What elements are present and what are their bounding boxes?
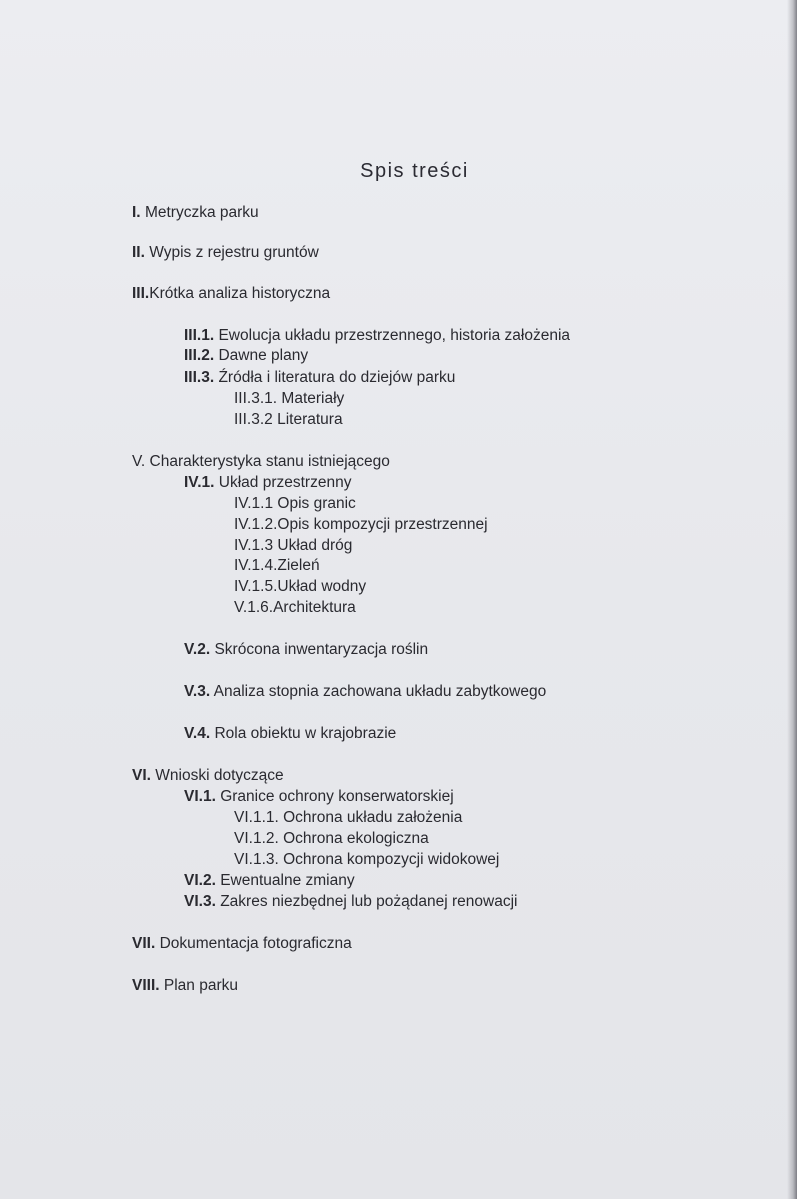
toc-entry-number: V.4. [184, 725, 211, 742]
toc-entry-number: IV.1.2. [234, 516, 278, 533]
toc-entry-text: Źródła i literatura do dziejów parku [218, 369, 456, 386]
toc-entry-text: Krótka analiza historyczna [149, 285, 331, 302]
toc-entry-number: VI.2. [184, 872, 216, 889]
toc-entry [234, 598, 356, 618]
toc-entry [234, 556, 320, 576]
toc-entry [184, 473, 351, 493]
toc-entry [132, 243, 319, 263]
toc-entry-number: V.1.6. [234, 599, 274, 616]
toc-entry [184, 892, 517, 912]
toc-entry-number: I. [132, 204, 141, 221]
toc-entry-number: VII. [132, 935, 156, 952]
toc-entry-text: Dawne plany [218, 347, 309, 364]
toc-entry-number: V.2. [184, 641, 211, 658]
toc-entry-text: Analiza stopnia zachowana układu zabytkowego [213, 683, 547, 700]
toc-entry-text: Opis granic [277, 495, 356, 512]
toc-entry-number: III.3. [184, 369, 215, 386]
toc-entry-number: VI.3. [184, 893, 216, 910]
toc-entry-text: Metryczka parku [144, 204, 259, 221]
toc-entry-number: III.1. [184, 327, 215, 344]
toc-entry-text: Charakterystyka stanu istniejącego [149, 453, 390, 470]
toc-entry [132, 766, 284, 786]
toc-entry-number: VI.1. [184, 788, 216, 805]
toc-entry-text: Wypis z rejestru gruntów [149, 244, 319, 261]
toc-entry-text: Ochrona ekologiczna [283, 830, 429, 847]
toc-entry [234, 410, 343, 430]
toc-entry-number: III.3.2 [234, 411, 273, 428]
toc-entry-text: Plan parku [163, 977, 238, 994]
toc-entry [184, 640, 428, 660]
toc-entry-number: VI.1.3. [234, 851, 279, 868]
toc-entry-text: Ewentualne zmiany [220, 872, 355, 889]
toc-entry-number: IV.1.3 [234, 537, 274, 554]
toc-entry-text: Ewolucja układu przestrzennego, historia założenia [218, 327, 571, 344]
toc-entry-text: Literatura [277, 411, 343, 428]
toc-entry-text: Ochrona układu założenia [283, 809, 463, 826]
toc-entry [234, 389, 344, 409]
toc-entry [234, 515, 488, 535]
toc-entry [184, 682, 546, 702]
toc-entry-number: III.2. [184, 347, 215, 364]
toc-entry-number: IV.1.5. [234, 578, 278, 595]
toc-entry [234, 577, 366, 597]
toc-entry [132, 976, 238, 996]
toc-entry-number: VI.1.2. [234, 830, 279, 847]
toc-entry [184, 787, 454, 807]
toc-entry-text: Układ wodny [277, 578, 367, 595]
toc-entry [234, 494, 356, 514]
toc-entry-text: Rola obiektu w krajobrazie [214, 725, 397, 742]
toc-entry-number: VI.1.1. [234, 809, 279, 826]
page-edge-shadow [787, 0, 797, 1199]
toc-entry-text: Ochrona kompozycji widokowej [283, 851, 500, 868]
page-title: Spis treści [360, 160, 469, 182]
toc-entry-number: IV.1.4. [234, 557, 278, 574]
toc-entry-number: IV.1.1 [234, 495, 274, 512]
toc-entry [184, 724, 396, 744]
toc-entry [132, 203, 259, 223]
toc-entry-text: Wnioski dotyczące [155, 767, 284, 784]
toc-entry-text: Dokumentacja fotograficzna [159, 935, 352, 952]
toc-entry-text: Układ przestrzenny [218, 474, 352, 491]
toc-entry-number: VI. [132, 767, 151, 784]
toc-entry-number: VIII. [132, 977, 160, 994]
toc-entry-text: Skrócona inwentaryzacja roślin [214, 641, 429, 658]
toc-entry [234, 536, 352, 556]
toc-entry-number: IV.1. [184, 474, 215, 491]
toc-entry-number: V. [132, 453, 146, 470]
toc-entry-text: Układ dróg [277, 537, 353, 554]
toc-entry [184, 346, 308, 366]
toc-entry-text: Zieleń [277, 557, 320, 574]
toc-entry [132, 934, 352, 954]
toc-entry-text: Granice ochrony konserwatorskiej [220, 788, 454, 805]
toc-entry [234, 808, 462, 828]
toc-entry-number: III.3.1. [234, 390, 278, 407]
toc-entry-text: Opis kompozycji przestrzennej [277, 516, 488, 533]
toc-entry [132, 284, 330, 304]
toc-entry-text: Materiały [281, 390, 345, 407]
toc-entry-number: III. [132, 285, 150, 302]
toc-entry [132, 452, 390, 472]
toc-entry [234, 850, 499, 870]
toc-entry-text: Zakres niezbędnej lub pożądanej renowacji [220, 893, 518, 910]
toc-entry [184, 871, 355, 891]
toc-entry [184, 326, 570, 346]
toc-entry [234, 829, 429, 849]
toc-entry-number: II. [132, 244, 145, 261]
toc-entry-number: V.3. [184, 683, 211, 700]
toc-entry [184, 368, 455, 388]
toc-entry-text: Architektura [273, 599, 356, 616]
